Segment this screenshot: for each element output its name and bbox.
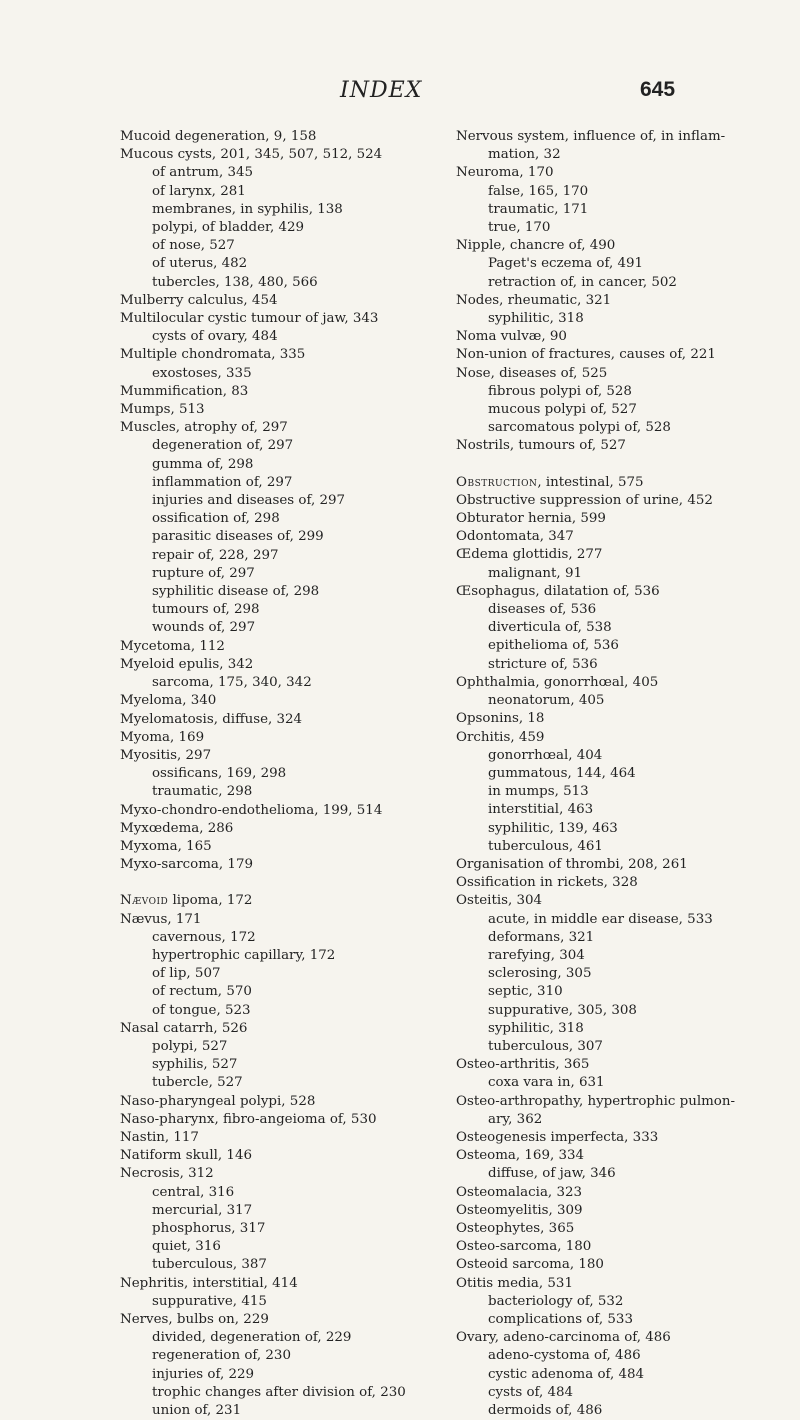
index-subentry: complications of, 533 [488, 1312, 633, 1327]
index-subentry: neonatorum, 405 [488, 693, 605, 709]
index-entry: Myxœdema, 286 [120, 820, 234, 836]
index-subentry: acute, in middle ear disease, 533 [488, 911, 713, 927]
index-subentry: deformans, 321 [488, 929, 595, 945]
index-subentry: stricture of, 536 [488, 656, 598, 672]
index-entry: Multilocular cystic tumour of jaw, 343 [120, 311, 379, 327]
index-entry: Orchitis, 459 [456, 729, 545, 745]
index-entry: Myeloma, 340 [120, 693, 217, 709]
index-subentry: tuberculous, 461 [488, 838, 603, 854]
index-entry: Ossification in rickets, 328 [456, 875, 638, 891]
page-number: 645 [640, 78, 676, 101]
page-header [0, 78, 800, 108]
index-entry: Otitis media, 531 [456, 1275, 573, 1291]
index-entry: Osteo-arthropathy, hypertrophic pulmon- [456, 1093, 736, 1109]
index-subentry: diffuse, of jaw, 346 [488, 1166, 616, 1182]
index-subentry: dermoids of, 486 [488, 1403, 603, 1419]
index-entry: Organisation of thrombi, 208, 261 [456, 856, 688, 872]
index-subentry: polypi, 527 [152, 1038, 228, 1054]
index-entry: Nævus, 171 [120, 911, 202, 927]
right-index-column [456, 128, 786, 1420]
index-subentry: epithelioma of, 536 [488, 638, 619, 654]
index-subentry: polypi, of bladder, 429 [152, 220, 305, 236]
index-subentry: suppurative, 415 [152, 1293, 267, 1309]
index-entry: Mumps, 513 [120, 402, 205, 418]
index-entry: Myxo-sarcoma, 179 [120, 857, 253, 873]
index-entry: Naso-pharyngeal polypi, 528 [120, 1093, 316, 1109]
index-entry: Nostrils, tumours of, 527 [456, 438, 626, 454]
index-entry: Mucous cysts, 201, 345, 507, 512, 524 [120, 147, 383, 163]
index-subentry: interstitial, 463 [488, 802, 594, 818]
index-entry: Osteo-arthritis, 365 [456, 1057, 590, 1073]
left-index-column [120, 128, 450, 1420]
index-entry: Obturator hernia, 599 [456, 511, 606, 527]
index-entry-continuation: mation, 32 [488, 147, 561, 163]
index-entry-continuation: ary, 362 [488, 1111, 543, 1127]
index-entry: Mucoid degeneration, 9, 158 [120, 129, 317, 144]
index-subentry: hypertrophic capillary, 172 [152, 947, 336, 963]
index-entry: Mummification, 83 [120, 383, 249, 399]
index-subentry: cysts of ovary, 484 [152, 329, 278, 345]
index-subentry: sarcoma, 175, 340, 342 [152, 675, 312, 691]
index-subentry: syphilitic disease of, 298 [152, 584, 320, 600]
index-entry: Myoma, 169 [120, 729, 205, 745]
index-subentry: phosphorus, 317 [152, 1220, 266, 1236]
index-entry: Myelomatosis, diffuse, 324 [120, 711, 303, 727]
index-entry: Nephritis, interstitial, 414 [120, 1275, 298, 1291]
index-subentry: malignant, 91 [488, 565, 582, 581]
index-subentry: syphilis, 527 [152, 1057, 238, 1073]
index-subentry: inflammation of, 297 [152, 474, 293, 490]
index-subentry: divided, degeneration of, 229 [152, 1330, 352, 1346]
index-entry: Ophthalmia, gonorrhœal, 405 [456, 674, 659, 690]
index-entry: Myeloid epulis, 342 [120, 656, 254, 672]
index-entry: Nose, diseases of, 525 [456, 365, 608, 381]
index-entry: Odontomata, 347 [456, 529, 574, 545]
index-entry: Nasal catarrh, 526 [120, 1020, 248, 1036]
index-entry: Myxoma, 165 [120, 838, 212, 854]
index-subentry: repair of, 228, 297 [152, 547, 279, 563]
index-entry: Naso-pharynx, fibro-angeioma of, 530 [120, 1111, 377, 1127]
index-subentry: tubercles, 138, 480, 566 [152, 274, 318, 290]
index-subentry: suppurative, 305, 308 [488, 1002, 637, 1018]
index-subentry: sclerosing, 305 [488, 966, 592, 982]
index-entry: Nerves, bulbs on, 229 [120, 1312, 269, 1327]
index-entry: Ovary, adeno-carcinoma of, 486 [456, 1330, 671, 1346]
index-subentry: syphilitic, 318 [488, 311, 584, 327]
index-entry: Myositis, 297 [120, 747, 212, 763]
index-entry: Multiple chondromata, 335 [120, 347, 306, 363]
index-subentry: cysts of, 484 [488, 1384, 574, 1400]
index-entry: Osteoid sarcoma, 180 [456, 1257, 604, 1273]
index-entry: Natiform skull, 146 [120, 1148, 252, 1164]
index-subentry: sarcomatous polypi of, 528 [488, 420, 671, 436]
index-subentry: gonorrhœal, 404 [488, 747, 603, 763]
index-entry: Neuroma, 170 [456, 165, 554, 181]
index-entry: Noma vulvæ, 90 [456, 329, 567, 345]
index-entry: Osteogenesis imperfecta, 333 [456, 1129, 659, 1145]
index-subentry: mucous polypi of, 527 [488, 402, 637, 418]
index-subentry: membranes, in syphilis, 138 [152, 201, 343, 217]
index-subentry: of rectum, 570 [152, 984, 252, 1000]
index-subentry: tumours of, 298 [152, 602, 260, 618]
index-subentry: union of, 231 [152, 1403, 242, 1419]
index-subentry: gumma of, 298 [152, 456, 254, 472]
index-entry: Osteoma, 169, 334 [456, 1148, 585, 1164]
index-subentry: cavernous, 172 [152, 929, 256, 945]
running-title: INDEX [340, 78, 423, 103]
index-subentry: rupture of, 297 [152, 565, 255, 581]
index-subentry: central, 316 [152, 1184, 235, 1200]
index-subentry: septic, 310 [488, 984, 563, 1000]
index-subentry: ossificans, 169, 298 [152, 766, 287, 782]
index-subentry: fibrous polypi of, 528 [488, 383, 632, 399]
index-subentry: rarefying, 304 [488, 947, 585, 963]
index-subentry: diverticula of, 538 [488, 620, 612, 636]
index-subentry: adeno-cystoma of, 486 [488, 1348, 641, 1364]
index-subentry: degeneration of, 297 [152, 438, 294, 454]
index-entry: Osteo-sarcoma, 180 [456, 1239, 592, 1255]
index-entry: Obstructive suppression of urine, 452 [456, 492, 713, 508]
index-entry: Myxo-chondro-endothelioma, 199, 514 [120, 802, 383, 818]
index-subentry: traumatic, 298 [152, 784, 253, 800]
index-subentry: of tongue, 523 [152, 1002, 251, 1018]
index-entry: Nervous system, influence of, in inflam- [456, 129, 726, 144]
index-subentry: retraction of, in cancer, 502 [488, 274, 677, 290]
index-entry: Œdema glottidis, 277 [456, 547, 603, 563]
index-entry: Nipple, chancre of, 490 [456, 238, 616, 254]
section-gap [456, 456, 786, 474]
index-subentry: Paget's eczema of, 491 [488, 256, 644, 272]
index-subentry: bacteriology of, 532 [488, 1293, 624, 1309]
index-entry: Nodes, rheumatic, 321 [456, 292, 612, 308]
index-subentry: parasitic diseases of, 299 [152, 529, 324, 545]
index-entry: Œsophagus, dilatation of, 536 [456, 583, 660, 599]
index-entry: Osteitis, 304 [456, 893, 543, 909]
index-subentry: tuberculous, 387 [152, 1257, 267, 1273]
index-subentry: false, 165, 170 [488, 183, 589, 199]
index-subentry: gummatous, 144, 464 [488, 765, 636, 781]
index-subentry: syphilitic, 318 [488, 1020, 584, 1036]
index-subentry: tuberculous, 307 [488, 1038, 603, 1054]
index-subentry: syphilitic, 139, 463 [488, 820, 618, 836]
index-subentry: injuries of, 229 [152, 1366, 255, 1382]
index-subentry: wounds of, 297 [152, 620, 256, 636]
index-entry: Muscles, atrophy of, 297 [120, 420, 288, 436]
index-subentry: traumatic, 171 [488, 201, 589, 217]
index-subentry: in mumps, 513 [488, 784, 589, 800]
index-subentry: of larynx, 281 [152, 183, 246, 199]
index-entry: Osteomyelitis, 309 [456, 1202, 583, 1218]
index-entry: Osteomalacia, 323 [456, 1184, 583, 1200]
index-subentry: of nose, 527 [152, 238, 235, 254]
index-entry: Opsonins, 18 [456, 711, 545, 727]
index-subentry: of uterus, 482 [152, 256, 248, 272]
index-subentry: exostoses, 335 [152, 365, 252, 381]
index-subentry: coxa vara in, 631 [488, 1075, 605, 1091]
index-entry: Mulberry calculus, 454 [120, 292, 278, 308]
index-subentry: mercurial, 317 [152, 1202, 253, 1218]
index-entry: Mycetoma, 112 [120, 638, 225, 654]
index-entry: Non-union of fractures, causes of, 221 [456, 347, 716, 363]
index-subentry: diseases of, 536 [488, 602, 597, 618]
index-entry: Osteophytes, 365 [456, 1220, 575, 1236]
section-gap [120, 874, 450, 892]
index-subentry: ossification of, 298 [152, 511, 280, 527]
index-entry: Obstruction, intestinal, 575 [456, 474, 644, 490]
index-subentry: tubercle, 527 [152, 1075, 243, 1091]
index-subentry: cystic adenoma of, 484 [488, 1366, 645, 1382]
index-subentry: trophic changes after division of, 230 [152, 1384, 406, 1400]
index-subentry: injuries and diseases of, 297 [152, 493, 346, 509]
index-subentry: true, 170 [488, 220, 551, 236]
index-subentry: of lip, 507 [152, 966, 221, 982]
index-entry: Nævoid lipoma, 172 [120, 893, 253, 909]
index-subentry: regeneration of, 230 [152, 1348, 291, 1364]
index-entry: Nastin, 117 [120, 1129, 199, 1145]
index-subentry: quiet, 316 [152, 1239, 221, 1255]
index-entry: Necrosis, 312 [120, 1166, 214, 1182]
index-subentry: of antrum, 345 [152, 165, 254, 181]
